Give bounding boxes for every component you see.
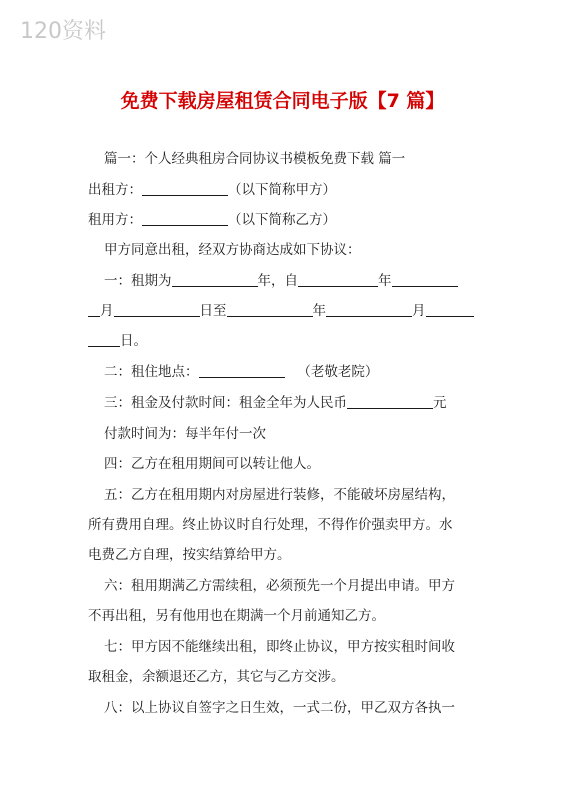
clause-7-line-2: 取租金，余额退还乙方，其它与乙方交涉。 bbox=[88, 669, 345, 685]
lessor-suffix: （以下简称甲方） bbox=[228, 182, 336, 198]
lessee-suffix: （以下简称乙方） bbox=[228, 212, 336, 228]
term-years-blank bbox=[172, 272, 258, 287]
address-note: （老敬老院） bbox=[297, 364, 379, 380]
document-title: 免费下载房屋租赁合同电子版【7 篇】 bbox=[120, 90, 445, 112]
clause-4: 四：乙方在租用期间可以转让他人。 bbox=[104, 456, 320, 472]
end-month-unit: 月 bbox=[412, 303, 426, 319]
term-end: 日。 bbox=[120, 333, 147, 349]
watermark: 120资料 bbox=[20, 19, 106, 44]
clause-6-line-2: 不再出租，另有他用也在期满一个月前通知乙方。 bbox=[88, 608, 385, 624]
term-to: 日至 bbox=[199, 303, 227, 319]
address-label: 二：租住地点： bbox=[104, 364, 199, 380]
lessee-line bbox=[88, 211, 483, 229]
term-from: 年，自 bbox=[257, 273, 298, 289]
term-line-2 bbox=[88, 302, 483, 320]
start-year-blank bbox=[298, 272, 378, 287]
clause-5-line-2: 所有费用自理。终止协议时自行处理，不得作价强卖甲方。水 bbox=[88, 517, 453, 533]
clause-5-line-3: 电费乙方自理，按实结算给甲方。 bbox=[88, 547, 291, 563]
lessor-blank bbox=[142, 181, 228, 196]
pay-time-line: 付款时间为：每半年付一次 bbox=[104, 426, 266, 442]
clause-8-line-1: 八：以上协议自签字之日生效，一式二份，甲乙双方各执一 bbox=[104, 700, 455, 716]
term-line-1 bbox=[104, 272, 499, 290]
rent-label: 三：租金及付款时间：租金全年为人民币 bbox=[104, 395, 347, 411]
clause-7-line-1: 七：甲方因不能继续出租，即终止协议，甲方按实租时间收 bbox=[104, 639, 455, 655]
clause-5-line-1: 五：乙方在租用期内对房屋进行装修，不能破坏房屋结构， bbox=[104, 487, 455, 503]
start-year-unit: 年 bbox=[378, 273, 392, 289]
rent-line bbox=[104, 394, 499, 412]
heading-line: 篇一：个人经典租房合同协议书模板免费下载 篇一 bbox=[104, 151, 406, 167]
end-day-blank-cont bbox=[88, 332, 120, 347]
start-month-unit: 月 bbox=[100, 303, 114, 319]
rent-blank bbox=[347, 394, 433, 409]
end-month-blank bbox=[326, 302, 412, 317]
address-blank bbox=[199, 363, 285, 378]
lessor-line bbox=[88, 181, 483, 199]
end-year-blank bbox=[227, 302, 313, 317]
agree-line: 甲方同意出租，经双方协商达成如下协议： bbox=[104, 242, 361, 258]
term-line-3 bbox=[88, 332, 483, 350]
start-month-blank-cont bbox=[88, 302, 100, 317]
end-day-blank bbox=[426, 302, 474, 317]
lessee-label: 租用方： bbox=[88, 212, 142, 228]
lessor-label: 出租方： bbox=[88, 182, 142, 198]
clause-6-line-1: 六：租用期满乙方需续租，必须预先一个月提出申请。甲方 bbox=[104, 578, 455, 594]
term-label: 一：租期为 bbox=[104, 273, 172, 289]
rent-unit: 元 bbox=[433, 395, 447, 411]
start-day-blank bbox=[114, 302, 200, 317]
start-month-blank bbox=[392, 272, 458, 287]
end-year-unit: 年 bbox=[312, 303, 326, 319]
address-line bbox=[104, 363, 499, 381]
lessee-blank bbox=[142, 211, 228, 226]
